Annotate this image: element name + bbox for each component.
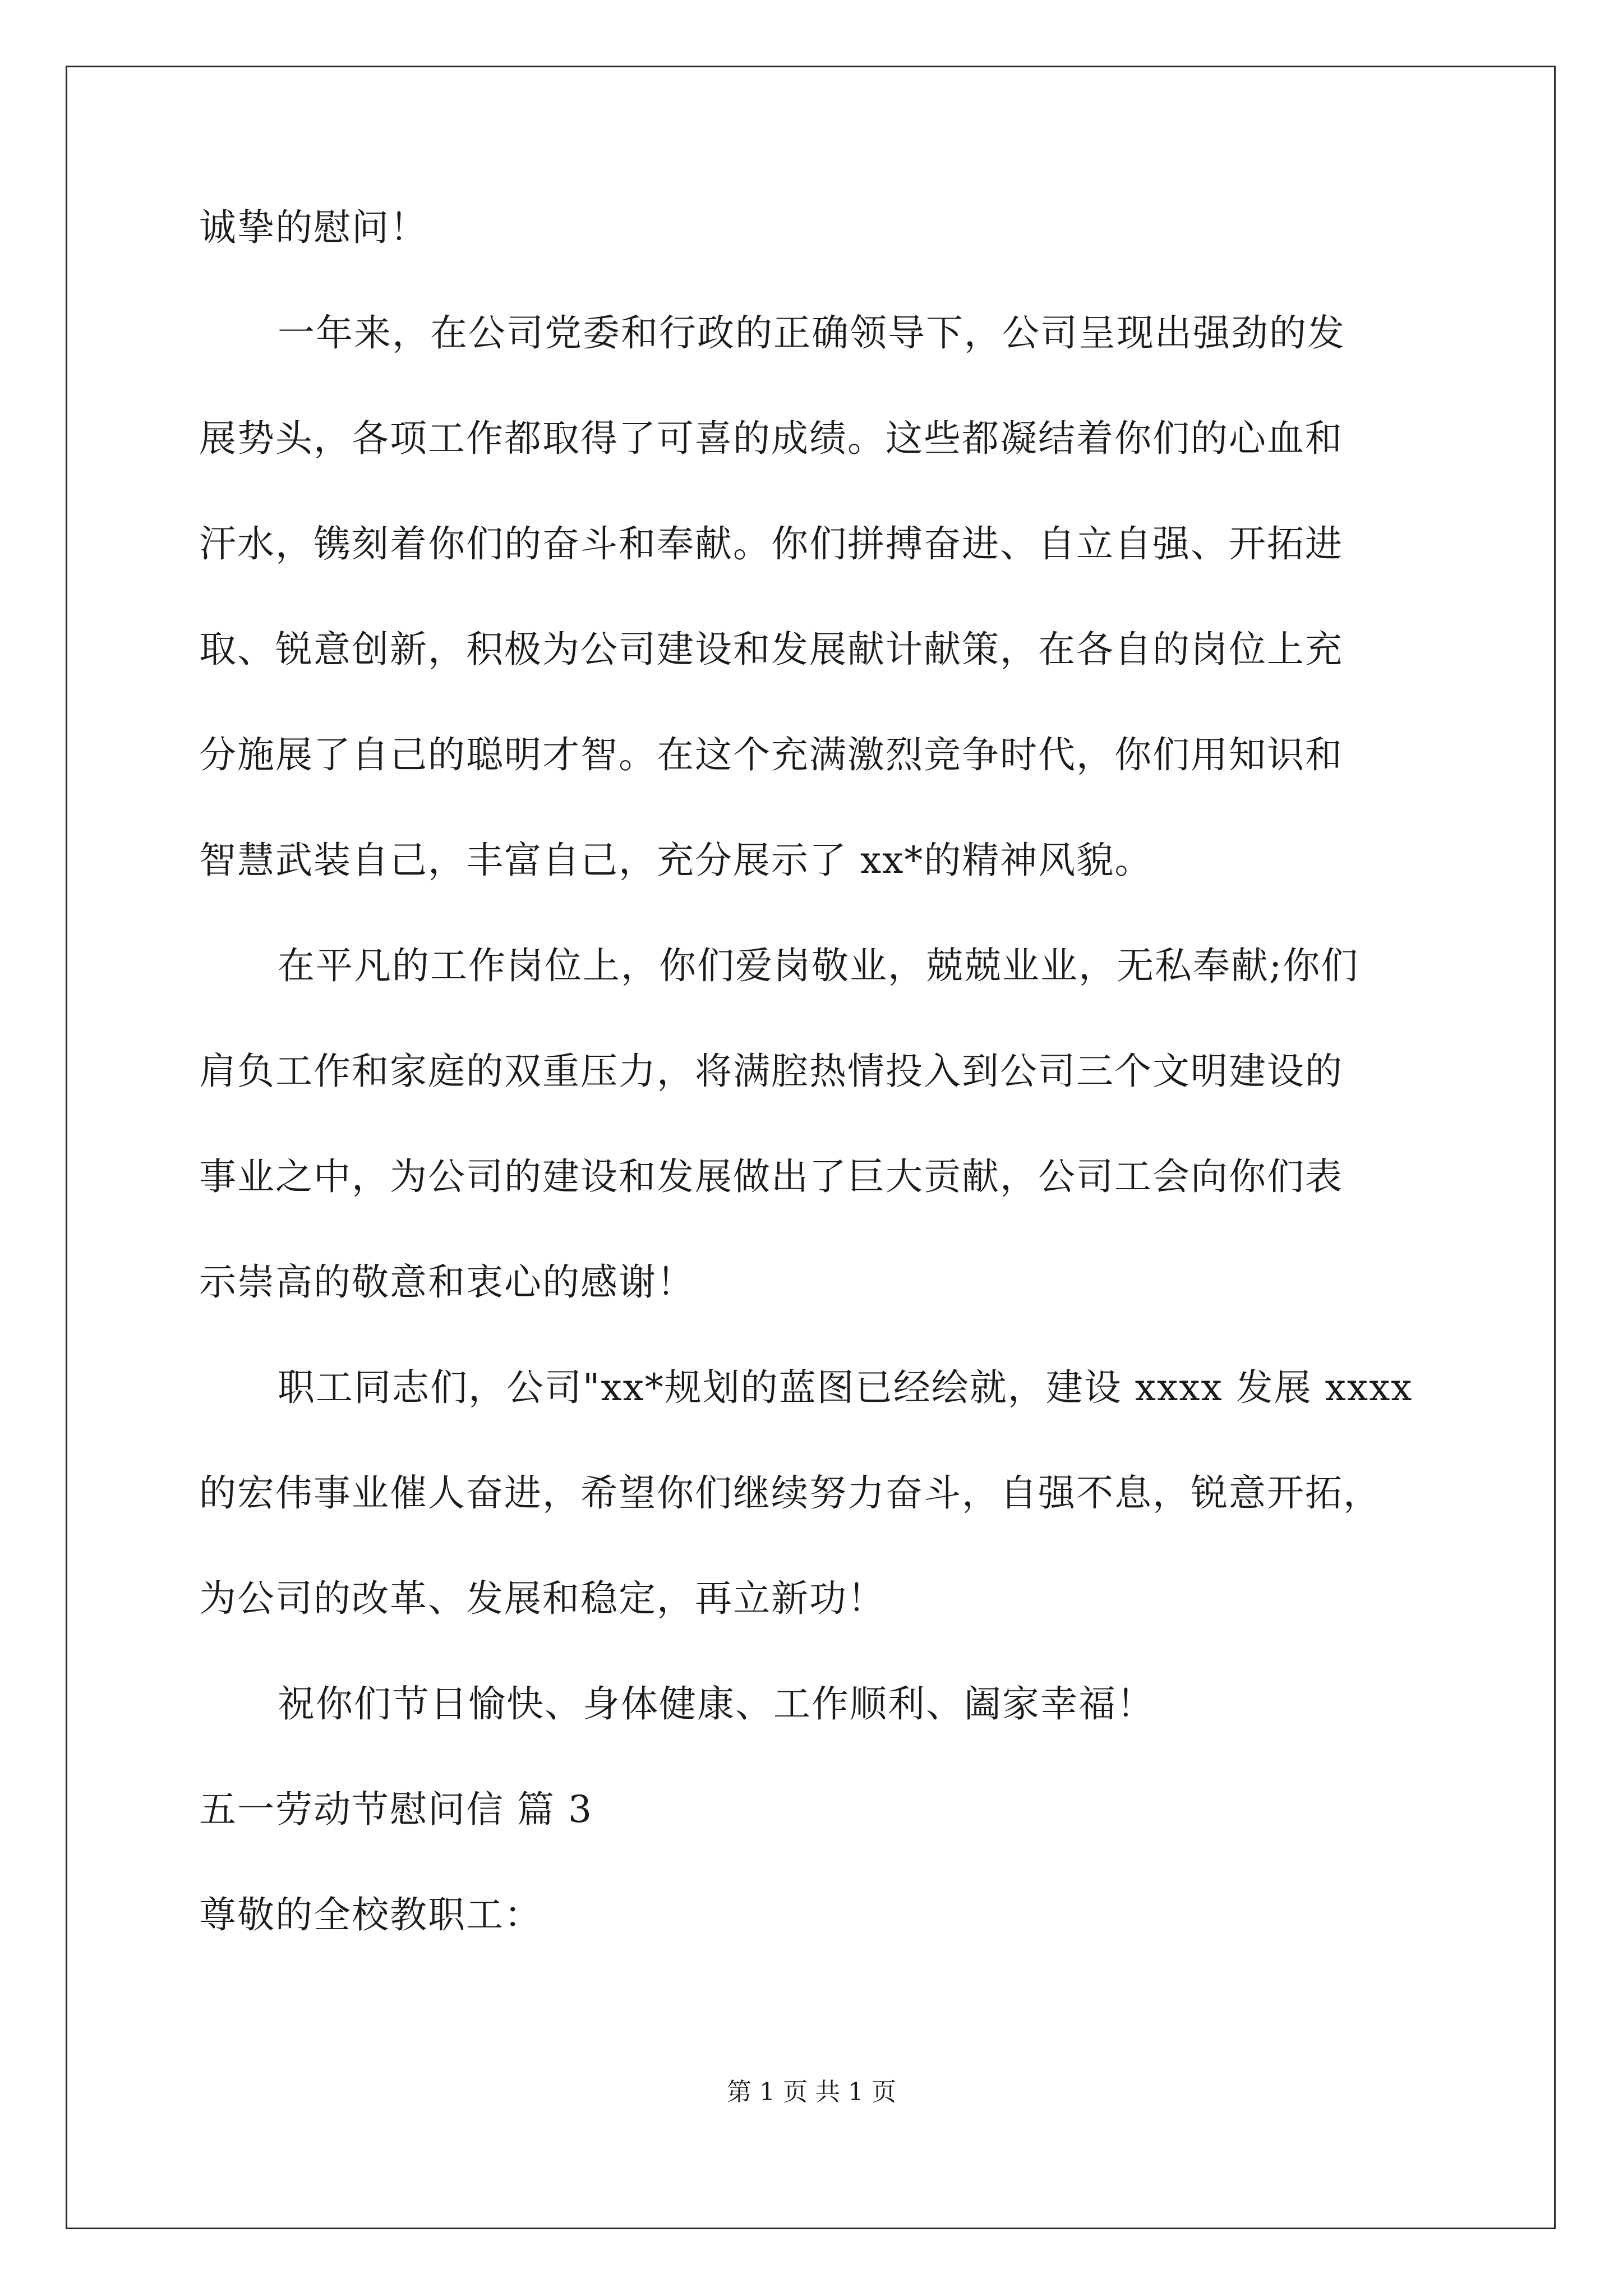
text-line: 职工同志们，公司"xx*规划的蓝图已经绘就，建设 xxxx 发展 xxxx bbox=[278, 1366, 1413, 1409]
text-line: 肩负工作和家庭的双重压力，将满腔热情投入到公司三个文明建设的 bbox=[199, 1050, 1343, 1093]
text-line: 在平凡的工作岗位上，你们爱岗敬业，兢兢业业，无私奉献;你们 bbox=[278, 944, 1359, 987]
salutation: 尊敬的全校教职工： bbox=[199, 1893, 542, 1936]
text-line: 分施展了自己的聪明才智。在这个充满激烈竞争时代，你们用知识和 bbox=[199, 733, 1343, 776]
text-line: 汗水，镌刻着你们的奋斗和奉献。你们拼搏奋进、自立自强、开拓进 bbox=[199, 522, 1343, 565]
text-line: 示崇高的敬意和衷心的感谢！ bbox=[199, 1260, 695, 1304]
text-line: 智慧武装自己，丰富自己，充分展示了 xx*的精神风貌。 bbox=[199, 839, 1153, 882]
text-line: 一年来，在公司党委和行政的正确领导下，公司呈现出强劲的发 bbox=[278, 311, 1345, 355]
text-line: 展势头，各项工作都取得了可喜的成绩。这些都凝结着你们的心血和 bbox=[199, 417, 1343, 460]
page-number-footer: 第 1 页 共 1 页 bbox=[727, 2078, 896, 2106]
text-line: 为公司的改革、发展和稳定，再立新功！ bbox=[199, 1577, 886, 1620]
text-line: 祝你们节日愉快、身体健康、工作顺利、阖家幸福！ bbox=[278, 1682, 1155, 1726]
document-body bbox=[199, 202, 1489, 1941]
text-line: 事业之中，为公司的建设和发展做出了巨大贡献，公司工会向你们表 bbox=[199, 1155, 1343, 1198]
section-heading: 五一劳动节慰问信 篇 3 bbox=[199, 1788, 593, 1831]
text-line: 诚挚的慰问！ bbox=[199, 206, 428, 249]
text-line: 取、锐意创新，积极为公司建设和发展献计献策，在各自的岗位上充 bbox=[199, 628, 1343, 671]
text-line: 的宏伟事业催人奋进，希望你们继续努力奋斗，自强不息，锐意开拓， bbox=[199, 1471, 1381, 1515]
